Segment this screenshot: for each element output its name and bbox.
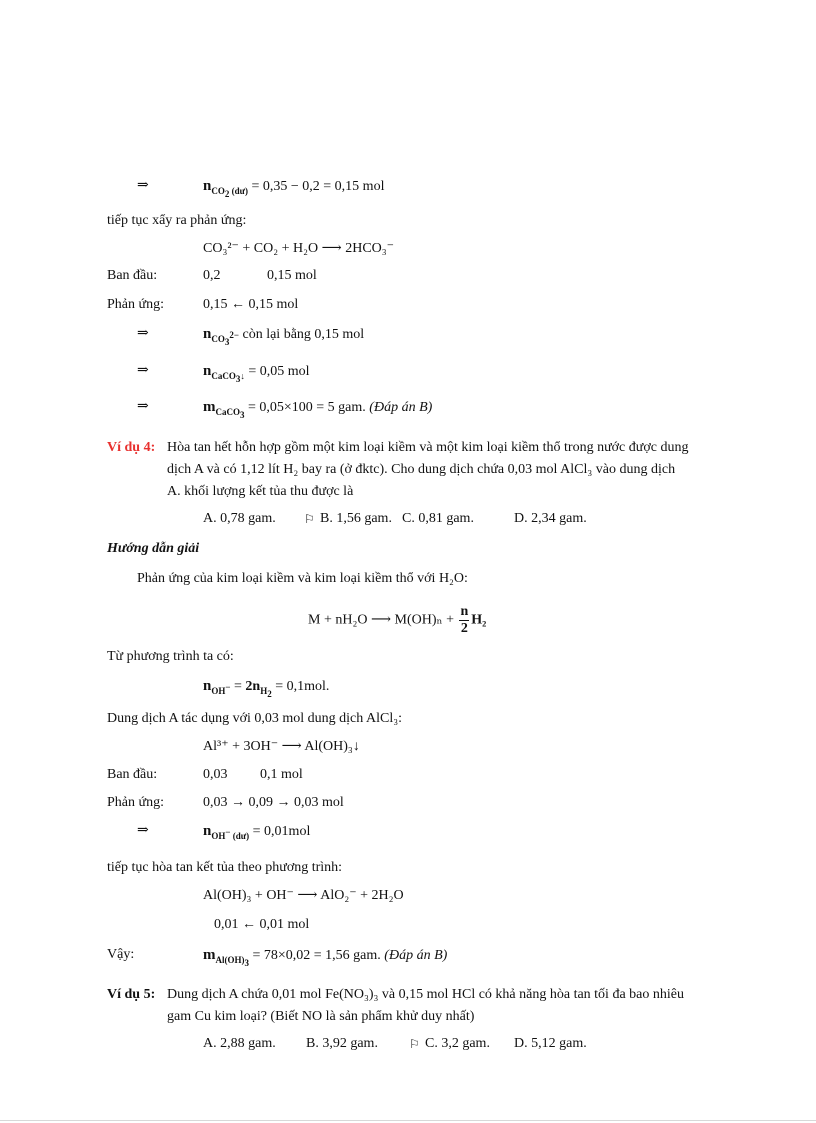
paragraph-text: Phản ứng của kim loại kiềm và kim loại kiềm thổ với H₂O: [137, 571, 468, 586]
option-b: B. 3,92 gam. [306, 1036, 378, 1051]
implies-arrow: ⇒ [137, 178, 149, 193]
flag-icon: ⚐ [409, 1037, 420, 1051]
option-c: C. 3,2 gam. [425, 1036, 490, 1051]
question-text: A. khối lượng kết tủa thu được là [167, 484, 354, 499]
equation-left: M + nH₂O ⟶ M(OH)ₙ + [308, 612, 454, 628]
reaction-equation: CO₃²⁻ + CO₂ + H₂O ⟶ 2HCO₃⁻ [203, 241, 395, 256]
question-text: gam Cu kim loại? (Biết NO là sản phẩm khử duy nhất) [167, 1009, 475, 1024]
row-label: Vậy: [107, 947, 135, 962]
question-text: dịch A và có 1,12 lít H₂ bay ra (ở đktc). Cho dung dịch chứa 0,03 mol AlCl₃ vào dung dịch [167, 462, 676, 477]
page-edge-divider [0, 1120, 816, 1121]
question-text: Hòa tan hết hỗn hợp gồm một kim loại kiềm và một kim loại kiềm thổ trong nước được dung [167, 440, 689, 455]
row-label: Ban đầu: [107, 268, 158, 283]
row-value: 0,15 ← 0,15 mol [203, 297, 299, 312]
formula-line: $m_{Al(OH)_3} = 78\times 0,02 = 1,56$ gam. (Đáp án B) [203, 947, 448, 968]
formula-line: $n_{CaCO_3↓} = 0,05$ mol [203, 363, 310, 384]
section-heading: Hướng dẫn giải [107, 541, 200, 556]
example-label: Ví dụ 4: [107, 440, 156, 455]
option-d: D. 2,34 gam. [514, 511, 587, 526]
formula-value: = 0,1mol. [275, 679, 330, 694]
option-c: C. 0,81 gam. [402, 511, 474, 526]
formula-value: = 0,05 mol [248, 364, 310, 379]
formula-value: còn lại bằng 0,15 mol [242, 327, 365, 342]
answer-note: (Đáp án B) [384, 948, 448, 963]
fraction: $\frac{n}{2}$ [460, 604, 469, 636]
row-label: Ban đầu: [107, 767, 158, 782]
option-a: A. 2,88 gam. [203, 1036, 276, 1051]
row-value: 0,03 [203, 767, 228, 782]
formula-line: $n_{CO_2 (dư)} = 0,35 - 0,2 = 0,15$ mol [203, 178, 385, 199]
formula-value: = 78×0,02 = 1,56 gam. [252, 948, 381, 963]
reaction-equation: Al³⁺ + 3OH⁻ ⟶ Al(OH)₃↓ [203, 739, 360, 754]
paragraph-text: tiếp tục xẩy ra phản ứng: [107, 213, 247, 228]
implies-arrow: ⇒ [137, 363, 149, 378]
row-value: 0,03 → 0,09 → 0,03 mol [203, 795, 344, 810]
row-value: 0,2 [203, 268, 221, 283]
example-label: Ví dụ 5: [107, 987, 156, 1002]
paragraph-text: Từ phương trình ta có: [107, 649, 234, 664]
implies-arrow: ⇒ [137, 823, 149, 838]
reaction-equation: Al(OH)₃ + OH⁻ ⟶ AlO₂⁻ + 2H₂O [203, 888, 404, 903]
paragraph-text: tiếp tục hòa tan kết tủa theo phương trình: [107, 860, 343, 875]
formula-line: $n_{OH^-} = 2n_{H_2} = 0,1mol$. [203, 678, 330, 699]
formula-line: $n_{OH^- (dư)} = 0,01mol$ [203, 823, 311, 841]
row-value: 0,01 ← 0,01 mol [214, 917, 310, 932]
equation-right: H₂ [471, 612, 487, 628]
row-value: 0,1 mol [260, 767, 303, 782]
implies-arrow: ⇒ [137, 399, 149, 414]
row-label: Phản ứng: [107, 297, 164, 312]
formula-line: $m_{CaCO_3} = 0,05\times 100 = 5$ gam. (Đáp án B) [203, 399, 433, 420]
row-value: 0,15 mol [267, 268, 317, 283]
formula-value: = 0,35 − 0,2 = 0,15 mol [251, 179, 385, 194]
implies-arrow: ⇒ [137, 326, 149, 341]
reaction-equation [308, 604, 486, 637]
flag-icon: ⚐ [304, 512, 315, 526]
option-b: B. 1,56 gam. [320, 511, 392, 526]
row-label: Phản ứng: [107, 795, 164, 810]
option-d: D. 5,12 gam. [514, 1036, 587, 1051]
option-a: A. 0,78 gam. [203, 511, 276, 526]
answer-note: (Đáp án B) [369, 400, 433, 415]
formula-line: $n_{CO_3^{2-}}$ còn lại bằng 0,15 mol [203, 326, 365, 347]
paragraph-text: Dung dịch A tác dụng với 0,03 mol dung dịch AlCl₃: [107, 711, 402, 726]
formula-value: = 0,01mol [252, 824, 311, 839]
question-text: Dung dịch A chứa 0,01 mol Fe(NO₃)₃ và 0,15 mol HCl có khả năng hòa tan tối đa bao nhiêu [167, 987, 684, 1002]
formula-value: = 0,05×100 = 5 gam. [248, 400, 366, 415]
